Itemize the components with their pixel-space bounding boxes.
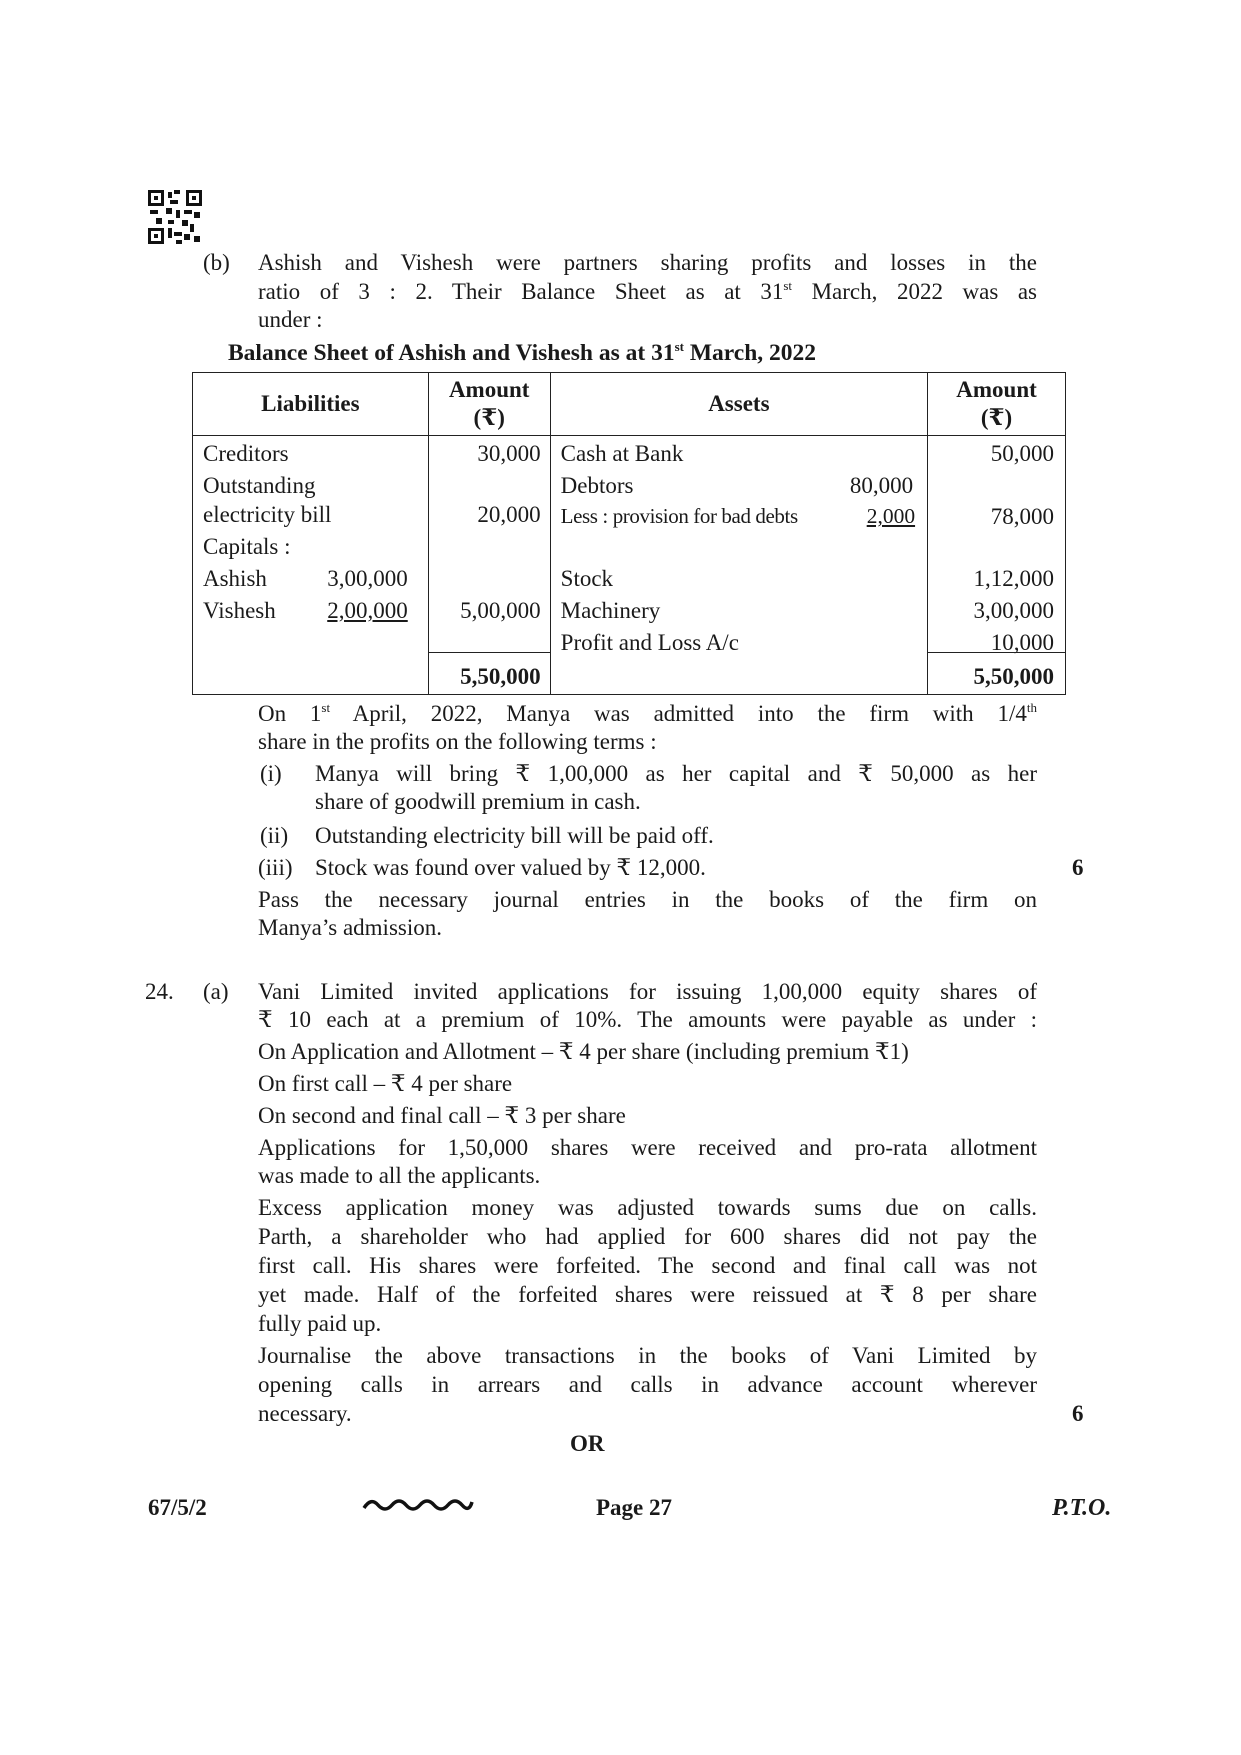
header-amount-left [428,373,550,436]
asset-profit-loss: Profit and Loss A/c [560,630,739,655]
question-number: 24. [145,979,174,1004]
or-separator: OR [570,1431,605,1456]
total-rule [429,652,550,653]
creditors-amount: 30,000 [477,441,541,466]
machinery-amount: 3,00,000 [973,598,1054,623]
adm-sup1: st [321,700,331,715]
part-b-intro-line: under : [258,307,323,332]
asset-debtors-amount: 80,000 [849,473,914,498]
q24-line: Vani Limited invited applications for issuing 1,00,000 equity shares of [258,979,1037,1004]
liabilities-amount-column [428,436,550,661]
term-number: (ii) [260,823,289,848]
total-blank [193,660,429,695]
liab-capitals: Capitals : [203,534,291,559]
part-b-label: (b) [203,250,230,275]
amount-label: Amount [956,377,1037,402]
qr-code-icon [148,190,202,244]
term-number: (iii) [258,855,293,880]
asset-cash: Cash at Bank [560,441,684,466]
liab-ashish: Ashish [203,566,267,591]
table-total-row [193,660,1066,695]
term-text: Manya will bring ₹ 1,00,000 as her capital and ₹ 50,000 as her [315,761,1037,786]
part-b-intro-line [258,278,1037,306]
q24-line: opening calls in arrears and calls in advance account wherever [258,1372,1037,1397]
intro-text: ratio of 3 : 2. Their Balance Sheet as at 31 [258,279,784,304]
liab-electricity: electricity bill [203,502,332,527]
adm-sup2: th [1026,700,1037,715]
bs-title-pre: Balance Sheet of Ashish and Vishesh as at 31 [228,340,675,366]
rupee-label: (₹) [473,405,505,430]
assets-amount-column [928,436,1066,661]
intro-tail: March, 2022 was as [792,279,1037,304]
q24-line: On Application and Allotment – ₹ 4 per share (including premium ₹1) [258,1039,909,1064]
marks: 6 [1072,1401,1084,1426]
table-header-row [193,373,1066,436]
part-b-intro-line: Ashish and Vishesh were partners sharing profits and losses in the [258,250,1037,275]
liabilities-column [193,436,429,661]
assets-total: 5,50,000 [928,660,1066,695]
adm-mid: April, 2022, Manya was admitted into the firm with 1/4 [330,701,1027,726]
asset-provision-amount: 2,000 [866,504,916,528]
q24-line: Parth, a shareholder who had applied for 600 shares did not pay the [258,1224,1037,1249]
marks: 6 [1072,855,1084,880]
q24-line: was made to all the applicants. [258,1163,541,1188]
paper-code: 67/5/2 [148,1495,207,1520]
total-blank [550,660,927,695]
asset-stock: Stock [560,566,614,591]
q24-line: On second and final call – ₹ 3 per share [258,1103,626,1128]
amount-label: Amount [448,377,530,402]
liab-ashish-amount: 3,00,000 [327,566,408,591]
page-number: Page 27 [596,1495,673,1520]
header-amount-right [928,373,1066,436]
header-assets: Assets [550,373,927,436]
total-rule [928,652,1065,653]
term-number: (i) [260,761,282,786]
question-part: (a) [203,979,229,1004]
intro-sup: st [783,278,793,293]
q24-line: On first call – ₹ 4 per share [258,1071,513,1096]
q24-line: yet made. Half of the forfeited shares were reissued at ₹ 8 per share [258,1282,1037,1307]
stock-amount: 1,12,000 [973,566,1054,591]
adm-pre: On 1 [258,701,322,726]
assets-column [550,436,927,661]
header-liabilities: Liabilities [193,373,429,436]
admission-line [258,700,1037,728]
capital-total-amount: 5,00,000 [460,598,541,623]
q24-line: Excess application money was adjusted towards sums due on calls. [258,1195,1037,1220]
liab-outstanding: Outstanding [203,473,316,498]
term-text: Outstanding electricity bill will be paid off. [315,823,714,848]
asset-less-provision: Less : provision for bad debts [560,504,798,528]
electricity-amount: 20,000 [477,502,541,527]
asset-debtors: Debtors [560,473,634,498]
bs-title-sup: st [674,339,684,354]
rupee-label: (₹) [980,405,1013,430]
liab-creditors: Creditors [203,441,289,466]
q24-line: first call. His shares were forfeited. The second and final call was not [258,1253,1037,1278]
admission-instruction: Pass the necessary journal entries in the books of the firm on [258,887,1037,912]
bs-title-post: March, 2022 [683,340,817,366]
pto-label: P.T.O. [1052,1495,1112,1521]
q24-line: Applications for 1,50,000 shares were received and pro-rata allotment [258,1135,1037,1160]
liabilities-total: 5,50,000 [428,660,550,695]
pl-amount: 10,000 [990,630,1054,655]
admission-instruction: Manya’s admission. [258,915,442,940]
liab-vishesh: Vishesh [203,598,276,623]
cash-amount: 50,000 [990,441,1054,466]
term-text: share of goodwill premium in cash. [315,789,641,814]
q24-line: ₹ 10 each at a premium of 10%. The amounts were payable as under : [258,1007,1037,1032]
wave-ornament-icon [362,1494,474,1516]
q24-line: Journalise the above transactions in the books of Vani Limited by [258,1343,1037,1368]
balance-sheet-title [228,340,816,367]
asset-machinery: Machinery [560,598,661,623]
q24-line: necessary. [258,1401,352,1426]
net-debtors-amount: 78,000 [990,504,1054,529]
table-body-row [193,436,1066,661]
q24-line: fully paid up. [258,1311,382,1336]
balance-sheet-table [192,372,1066,695]
admission-line: share in the profits on the following terms : [258,729,657,754]
liab-vishesh-amount: 2,00,000 [327,598,408,623]
term-text: Stock was found over valued by ₹ 12,000. [315,855,706,880]
